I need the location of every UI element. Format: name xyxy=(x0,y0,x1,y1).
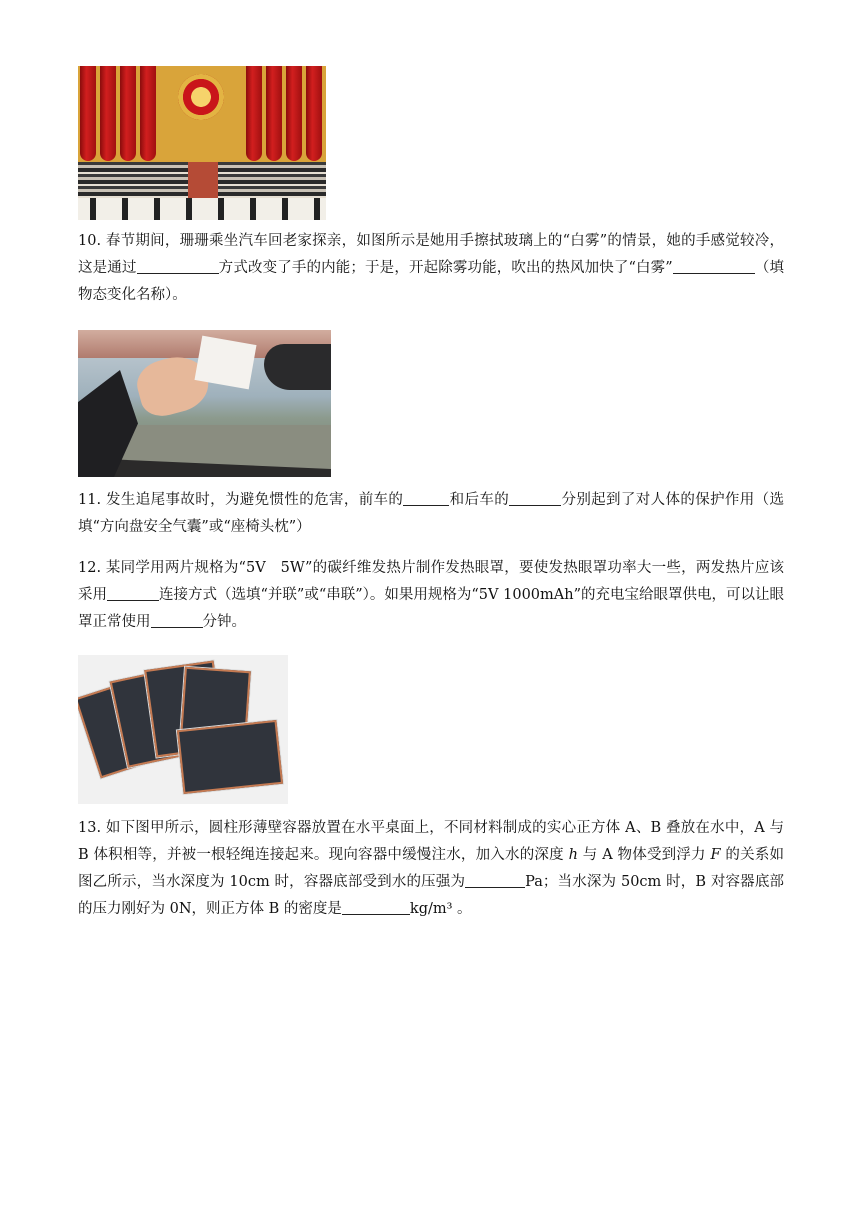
question-text: 春节期间，珊珊乘坐汽车回老家探亲，如图所示是她用手擦拭玻璃上的“白雾”的情景，她的手感觉较冷，这是通过 xyxy=(78,233,784,276)
question-11 xyxy=(78,487,784,541)
question-text: 某同学用两片规格为“5V 5W”的碳纤维发热片制作发热眼罩，要使发热眼罩功率大一些，两发热片应该采用 xyxy=(78,560,785,603)
question-text: 发生追尾事故时，为避免惯性的危害，前车的 xyxy=(106,492,404,508)
answer-blank[interactable] xyxy=(151,612,203,628)
question-text: kg/m³ 。 xyxy=(409,901,472,917)
question-text: 分别起到了对人体的保护作用（选填“方向盘安全气囊”或“座椅头枕”） xyxy=(78,492,785,535)
question-number: 11. xyxy=(78,492,102,508)
question-text: 方式改变了手的内能；于是，开起除雾功能，吹出的热风加快了“白雾” xyxy=(218,260,673,276)
variable-h: h xyxy=(568,847,578,863)
question-12 xyxy=(78,555,784,636)
answer-blank[interactable] xyxy=(673,258,755,274)
question-text: 分钟。 xyxy=(202,614,246,630)
question-number: 13. xyxy=(78,820,102,836)
question-text: 连接方式（选填“并联”或“串联”）。如果用规格为“5V 1000mAh”的充电宝给眼罩供电，可以让眼罩正常使用 xyxy=(78,587,784,630)
answer-blank[interactable] xyxy=(107,585,159,601)
question-text: 和后车的 xyxy=(449,492,510,508)
question-text: 如下图甲所示，圆柱形薄壁容器放置在水平桌面上，不同材料制成的实心正方体 A、B 叠放在水中，A 与 B 体积相等，并被一根轻绳连接起来。现向容器中缓慢注水，加入水的深度 xyxy=(78,820,785,863)
car-window-photo xyxy=(78,330,331,477)
question-number: 12. xyxy=(78,560,102,576)
heating-pads-photo xyxy=(78,655,288,804)
mirror-icon xyxy=(264,344,331,390)
question-text: 与 A 物体受到浮力 xyxy=(582,847,706,863)
question-number: 10. xyxy=(78,233,102,249)
question-13 xyxy=(78,815,784,923)
answer-blank[interactable] xyxy=(465,872,525,888)
question-text: Pa；当水深为 50cm 时，B 对容器底部的压力刚好为 0N，则正方体 B 的密度是 xyxy=(78,874,784,917)
meeting-hall-photo xyxy=(78,66,326,220)
question-text: （填物态变化名称）。 xyxy=(78,260,785,303)
answer-blank[interactable] xyxy=(137,258,219,274)
question-text: 的关系如图乙所示，当水深度为 10cm 时，容器底部受到水的压强为 xyxy=(78,847,785,890)
question-10 xyxy=(78,228,784,309)
variable-F: F xyxy=(710,847,721,863)
answer-blank[interactable] xyxy=(509,490,561,506)
emblem-icon xyxy=(178,74,224,120)
answer-blank[interactable] xyxy=(342,899,410,915)
answer-blank[interactable] xyxy=(403,490,449,506)
